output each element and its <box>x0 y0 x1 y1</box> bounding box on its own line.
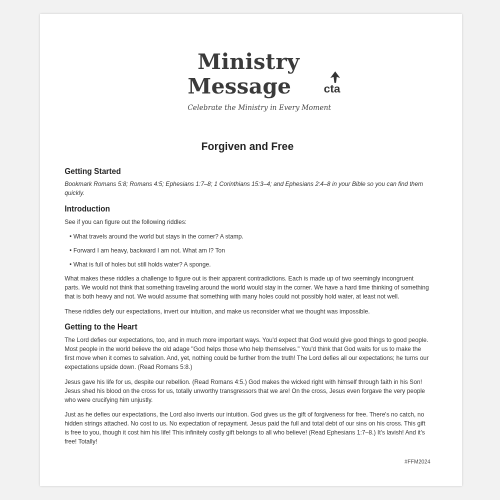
logo-title-line2: Message <box>187 74 292 100</box>
introduction-paragraph: These riddles defy our expectations, invert our intuition, and make us reconsider what we thought was impossible. <box>64 307 370 315</box>
heart-paragraph: Jesus gave his life for us, despite our rebellion. (Read Romans 4:5.) God makes the wicked right with himself through faith in his Son! Jesus shed his blood on the cross for us, totally unworthy transgressors that we are! On the cross, Jesus even forgave the very people who were crucifying him unjustly. <box>64 378 426 404</box>
page-content <box>40 14 431 465</box>
getting-started-text: Bookmark Romans 5:8; Romans 4:5; Ephesians 1:7–8; 1 Corinthians 15:3–4; and Ephesians 2:4–8 in your Bible so you can find them quickly. <box>64 180 424 197</box>
heart-paragraph: Just as he defies our expectations, the Lord also inverts our intuition. God gives us the gift of forgiveness for free. There's no catch, no hidden strings attached. No cost to us. No expectation of repayment. Jesus paid the full and total debt of our sins on his cross. This gift is free to you, though it cost him his life! This infinitely costly gift belongs to all who believe! (Read Ephesians 1:7–8.) It's lavish! And it's free! Totally! <box>64 410 426 446</box>
svg-text:cta: cta <box>323 83 341 96</box>
getting-started-heading: Getting Started <box>64 167 121 177</box>
document-code: #FFM2024 <box>404 459 431 465</box>
introduction-paragraph: What makes these riddles a challenge to figure out is their apparent contradictions. Each is made up of two seemingly incongruent parts. We would not think that something traveling around the world would stay in the corner. We have a hard time thinking of something that is both heavy and not. We would assume that something with many holes could not possibly hold water, at least not well. <box>64 274 429 301</box>
introduction-lead: See if you can figure out the following riddles: <box>64 218 187 226</box>
logo-title-line1: Ministry <box>197 50 300 75</box>
page-title: Forgiven and Free <box>201 140 294 153</box>
riddle-item: • What is full of holes but still holds water? A sponge. <box>69 260 211 269</box>
logo-tagline: Celebrate the Ministry in Every Moment <box>187 104 332 113</box>
heart-paragraph: The Lord defies our expectations, too, and in much more important ways. You'd expect that God would give good things to good people. Most people in the world believe the old adage "God helps those who help themselves." You'd think that God waits for us to make the first move when it comes to salvation. And, yet, nothing could be further from the truth! The Lord defies all our expectations; he turns our expectations upside down. (Read Romans 5:8.) <box>64 336 429 371</box>
riddle-item: • Forward I am heavy, backward I am not. What am I? Ton <box>69 246 226 255</box>
riddle-item: • What travels around the world but stays in the corner? A stamp. <box>69 232 244 241</box>
introduction-heading: Introduction <box>64 205 111 215</box>
ministry-message-logo <box>65 14 431 112</box>
document-page <box>40 14 462 486</box>
cta-logo-icon <box>320 70 350 100</box>
getting-to-the-heart-heading: Getting to the Heart <box>64 323 138 333</box>
